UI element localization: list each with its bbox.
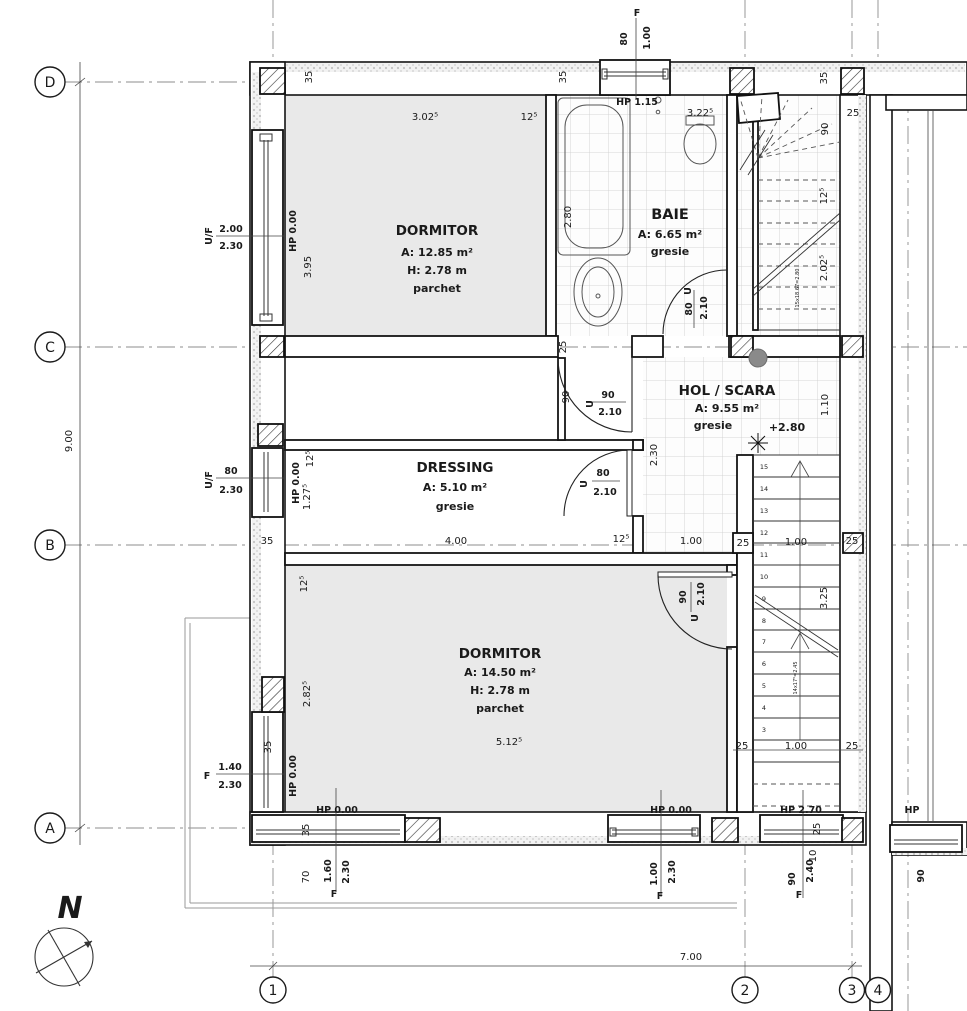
stair-note: 14x17⁵=2.45 [793,661,799,695]
dim-label: 3.25 [819,586,830,610]
dim-label: 3.02⁵ [411,112,439,123]
window-bottom-stair [760,815,843,842]
grid-row-label: D [44,75,56,91]
room-area: A: 12.85 m² [401,246,473,259]
opening-tag: U/F [204,471,215,489]
dim-label: 35 [304,70,315,84]
north-compass [35,891,93,986]
step-number: 3 [761,726,767,734]
grid-col-label: 4 [873,983,883,999]
dim-label: 1.27⁵ [302,483,313,511]
opening-width: 80 [224,466,238,477]
door-width: 90 [678,590,689,604]
step-number: 7 [761,638,767,646]
room-floor: parchet [413,282,461,295]
opening-tag: U/F [204,227,215,245]
grid-row-label: A [45,821,55,837]
dim-label: 3.22⁵ [686,108,714,119]
dim-label: 4.00 [444,536,468,547]
grid-row-label: C [45,340,55,356]
dim-label: 2.02⁵ [819,254,830,282]
window-baie-top [600,60,670,95]
dim-label: 35 [263,740,274,754]
step-number: 11 [759,551,769,559]
step-number: 15 [759,463,769,471]
tag-door-dressing [579,468,617,498]
dormitor1-floor [285,95,546,336]
opening-width: 90 [787,872,798,886]
opening-height: 2.40 [805,859,816,883]
grid-col-label: 2 [740,983,750,999]
step-number: 8 [761,617,767,625]
dim-label: 2.80 [563,205,574,229]
room-floor: gresie [650,245,690,258]
dim-label: 12⁵ [520,112,538,123]
grid-row-label: B [45,538,55,554]
dim-label: 90 [820,122,831,136]
dim-label: 3.95 [303,255,314,279]
door-width: 80 [684,302,695,316]
opening-tag: F [795,890,803,901]
door-height: 2.10 [699,296,710,320]
dim-label: 12⁵ [305,450,316,468]
opening-tag: F [656,891,664,902]
room-name: HOL / SCARA [678,383,776,399]
dim-label: 2.30 [649,443,660,467]
tag-door-dormitor1 [561,390,622,418]
opening-width: 1.40 [218,762,242,773]
dim-label: 12⁵ [299,575,310,593]
dim-label: 70 [301,870,312,884]
window-height: 1.00 [642,26,653,50]
window-tag: F [633,8,641,19]
north-label: N [57,891,83,926]
grid-col-label: 3 [847,983,857,999]
opening-height: 2.30 [219,241,243,252]
window-dressing-left [252,448,283,517]
dim-label: 1.00 [679,536,703,547]
opening-height: 2.30 [341,860,352,884]
dim-label: 2.82⁵ [302,680,313,708]
dim-label: 25 [845,741,859,752]
opening-tag: F [330,889,338,900]
hp-label: HP 0.00 [316,805,358,816]
dim-label: 12⁵ [819,187,830,205]
door-height: 2.10 [593,487,617,498]
window-width: 80 [619,32,630,46]
dim-label: 90 [561,390,572,404]
window-hp: HP 1.15 [616,97,658,108]
room-area: A: 14.50 m² [464,666,536,679]
room-area: A: 5.10 m² [422,481,488,494]
hp-label: HP 0.00 [288,210,299,252]
hp-label: HP 2.70 [780,805,822,816]
room-area: A: 9.55 m² [694,402,760,415]
dim-label: 25 [845,536,859,547]
dim-label: 5.12⁵ [495,737,523,748]
dim-label: 1.10 [820,393,831,417]
dim-label: 1.00 [784,741,808,752]
dim-label: 10 [808,849,819,863]
window-bottom-neighbor [890,825,962,852]
dim-label: 25 [735,741,749,752]
room-name: BAIE [651,207,689,223]
opening-height: 2.30 [219,485,243,496]
room-name: DRESSING [416,460,494,476]
hp-label: HP 0.00 [291,462,302,504]
door-height: 2.10 [598,407,622,418]
dim-label: 90 [916,869,927,883]
room-name: DORMITOR [458,646,542,662]
dim-label: 35 [301,823,312,837]
dims-row-b [261,534,859,549]
opening-width: 1.00 [649,862,660,886]
dim-label: 25 [736,538,750,549]
stair-step-numbers [760,463,768,734]
door-height: 2.10 [696,582,707,606]
dim-label: 25 [812,822,823,836]
window-dormitor1-left [252,130,283,325]
room-height: H: 2.78 m [470,684,530,697]
level-marker [748,433,768,453]
room-label-dressing [416,460,493,513]
stair-note: 15x18.67=2.80 [795,268,801,308]
dim-label: 35 [260,536,274,547]
room-level: +2.80 [768,421,806,434]
room-height: H: 2.78 m [407,264,467,277]
dim-label: 35 [558,70,569,84]
step-number: 12 [759,529,769,537]
room-floor: gresie [693,419,733,432]
door-tag: U [579,480,590,488]
step-number: 9 [761,595,767,603]
hp-label: HP 0.00 [288,755,299,797]
window-bottom-corner [252,815,405,842]
door-tag: U [690,614,701,622]
room-floor: gresie [435,500,475,513]
dim-label: 12⁵ [612,534,630,545]
dim-label: 25 [558,340,569,354]
room-area: A: 6.65 m² [637,228,703,241]
step-number: 5 [761,682,767,690]
overall-width: 7.00 [679,952,703,963]
door-tag: U [585,400,596,408]
grid-col-label: 1 [268,983,278,999]
opening-width: 1.60 [323,859,334,883]
hp-label: HP [904,805,920,816]
dim-label: 1.00 [784,537,808,548]
opening-height: 2.30 [667,860,678,884]
step-number: 10 [759,573,769,581]
step-number: 14 [759,485,769,493]
door-width: 90 [601,390,615,401]
step-number: 4 [761,704,767,712]
hp-label: HP 0.00 [650,805,692,816]
window-bottom-dormitor2 [608,815,700,842]
door-width: 80 [596,468,610,479]
opening-tag: F [203,771,211,782]
opening-height: 2.30 [218,780,242,791]
door-dressing [564,450,632,516]
room-name: DORMITOR [395,223,479,239]
column-dot [749,349,767,367]
step-number: 13 [759,507,769,515]
overall-height: 9.00 [64,429,75,453]
opening-width: 2.00 [219,224,243,235]
window-dormitor2-left [252,712,283,812]
dim-label: 35 [819,71,830,85]
dim-label: 25 [846,108,860,119]
step-number: 6 [761,660,767,668]
door-tag: U [683,287,694,295]
room-floor: parchet [476,702,524,715]
